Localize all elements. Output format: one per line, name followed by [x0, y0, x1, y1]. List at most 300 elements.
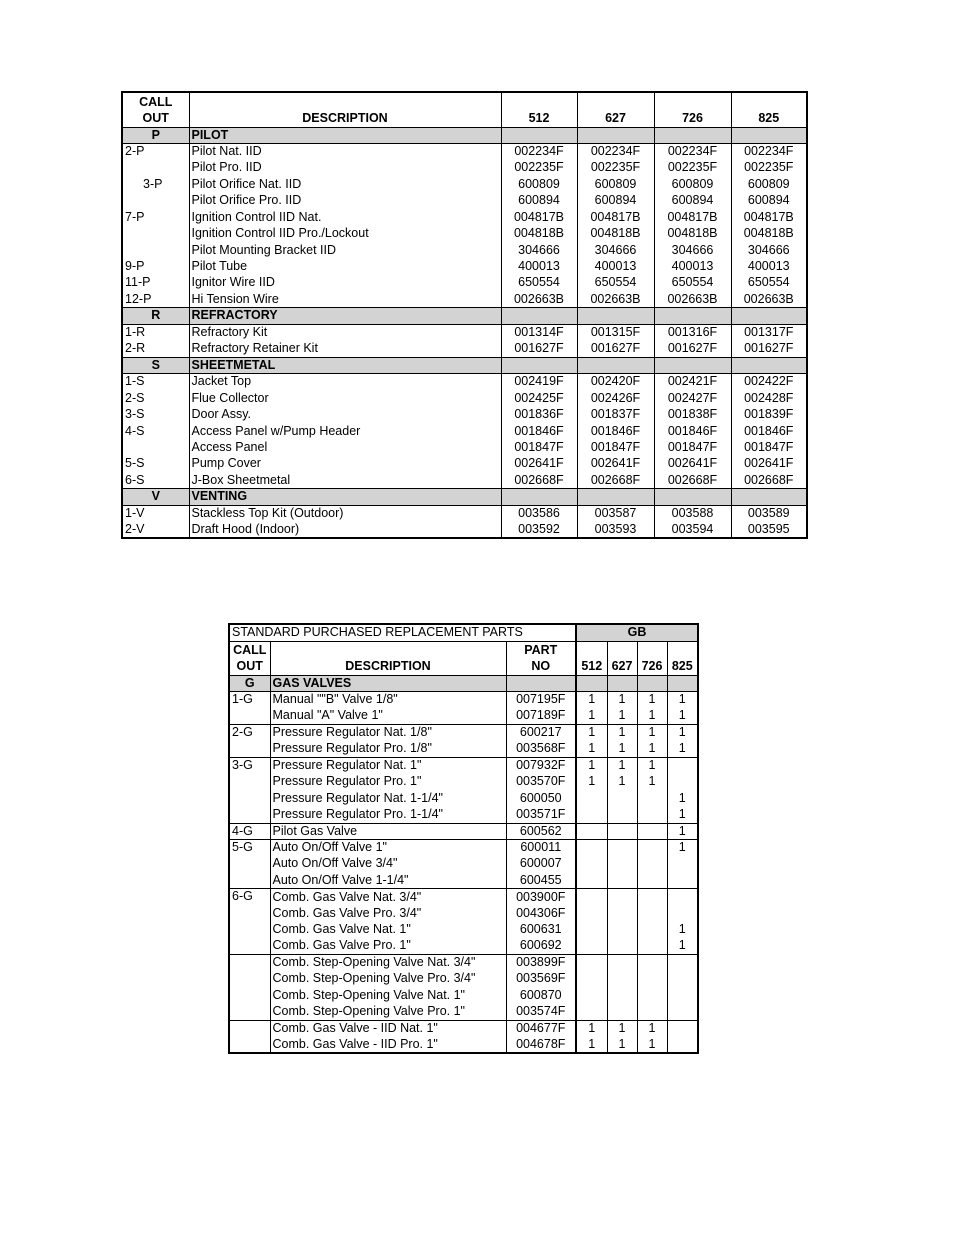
- quantity-cell: [667, 774, 698, 790]
- part-number-cell: 004818B: [654, 226, 731, 242]
- quantity-cell: [576, 922, 607, 938]
- table-row: [229, 1020, 698, 1036]
- table-row: [229, 856, 698, 872]
- description-cell: Pressure Regulator Pro. 1": [270, 774, 506, 790]
- part-number-cell: 304666: [501, 242, 577, 258]
- part-number-cell: 600050: [506, 790, 576, 806]
- quantity-cell: [637, 807, 667, 823]
- table-row: [229, 774, 698, 790]
- part-number-cell: 002663B: [577, 291, 654, 307]
- section-empty-cell: [501, 127, 577, 144]
- quantity-cell: [667, 1037, 698, 1054]
- quantity-cell: 1: [667, 938, 698, 954]
- part-number-cell: 002428F: [731, 390, 807, 406]
- description-cell: Pump Cover: [189, 456, 501, 472]
- description-cell: Pilot Mounting Bracket IID: [189, 242, 501, 258]
- part-number-cell: 400013: [731, 259, 807, 275]
- part-number-cell: 004817B: [577, 209, 654, 225]
- callout-cell: 6-G: [229, 889, 270, 955]
- callout-cell: [229, 955, 270, 1021]
- part-number-cell: 001847F: [501, 440, 577, 456]
- description-cell: Pilot Gas Valve: [270, 823, 506, 840]
- table-row: [122, 440, 807, 456]
- table-row: [229, 807, 698, 823]
- callout-cell: 4-S: [122, 423, 189, 439]
- quantity-cell: [637, 1004, 667, 1020]
- callout-cell: 1-R: [122, 324, 189, 340]
- quantity-cell: 1: [637, 1020, 667, 1036]
- quantity-cell: 1: [637, 757, 667, 773]
- part-header-line: PART: [524, 642, 558, 657]
- section-empty-cell: [501, 489, 577, 506]
- table-row: [122, 522, 807, 539]
- part-number-cell: 600809: [501, 176, 577, 192]
- part-number-cell: 003587: [577, 505, 654, 521]
- section-code: S: [122, 357, 189, 374]
- part-number-cell: 004817B: [654, 209, 731, 225]
- model-header: 512: [501, 92, 577, 127]
- section-empty-cell: [667, 675, 698, 692]
- quantity-cell: [667, 955, 698, 971]
- description-cell: Auto On/Off Valve 3/4": [270, 856, 506, 872]
- quantity-cell: 1: [576, 724, 607, 740]
- quantity-cell: [667, 889, 698, 905]
- section-empty-cell: [501, 357, 577, 374]
- part-number-cell: 007195F: [506, 692, 576, 708]
- quantity-cell: [607, 938, 637, 954]
- quantity-cell: [576, 840, 607, 856]
- part-number-cell: 650554: [654, 275, 731, 291]
- part-number-cell: 001838F: [654, 407, 731, 423]
- section-empty-cell: [576, 675, 607, 692]
- quantity-cell: [576, 889, 607, 905]
- description-cell: Manual "A" Valve 1": [270, 708, 506, 724]
- part-number-cell: 002235F: [731, 160, 807, 176]
- part-number-cell: 600692: [506, 938, 576, 954]
- part-header-line: NO: [531, 658, 551, 673]
- description-cell: Comb. Gas Valve - IID Pro. 1": [270, 1037, 506, 1054]
- quantity-cell: [576, 971, 607, 987]
- table-row: [229, 724, 698, 740]
- quantity-cell: [576, 955, 607, 971]
- quantity-cell: 1: [667, 840, 698, 856]
- description-cell: Pressure Regulator Nat. 1": [270, 757, 506, 773]
- quantity-cell: [667, 757, 698, 773]
- quantity-cell: [607, 889, 637, 905]
- part-number-cell: 001627F: [731, 341, 807, 357]
- quantity-cell: [637, 971, 667, 987]
- part-number-cell: 004677F: [506, 1020, 576, 1036]
- callout-cell: [229, 1020, 270, 1053]
- callout-cell: 4-G: [229, 823, 270, 840]
- description-cell: Ignitor Wire IID: [189, 275, 501, 291]
- quantity-cell: [576, 856, 607, 872]
- table-header-row: [122, 92, 807, 127]
- part-number-cell: 600894: [731, 193, 807, 209]
- table-row: [229, 840, 698, 856]
- description-cell: Pressure Regulator Nat. 1-1/4": [270, 790, 506, 806]
- section-empty-cell: [731, 357, 807, 374]
- model-header: 825: [731, 92, 807, 127]
- part-number-cell: 600809: [577, 176, 654, 192]
- table-row: [229, 987, 698, 1003]
- description-cell: Comb. Gas Valve Nat. 3/4": [270, 889, 506, 905]
- quantity-cell: 1: [667, 823, 698, 840]
- table-row: [229, 823, 698, 840]
- description-cell: Comb. Step-Opening Valve Nat. 1": [270, 987, 506, 1003]
- part-number-cell: 002663B: [501, 291, 577, 307]
- quantity-cell: 1: [576, 1037, 607, 1054]
- quantity-cell: 1: [637, 1037, 667, 1054]
- part-number-cell: 002235F: [501, 160, 577, 176]
- model-header: 512: [576, 641, 607, 675]
- quantity-cell: [576, 1004, 607, 1020]
- part-number-cell: 001316F: [654, 324, 731, 340]
- description-cell: Pilot Tube: [189, 259, 501, 275]
- part-number-cell: 600455: [506, 872, 576, 888]
- part-number-cell: 002663B: [731, 291, 807, 307]
- part-number-cell: 002234F: [731, 144, 807, 160]
- description-header: DESCRIPTION: [270, 641, 506, 675]
- description-cell: Auto On/Off Valve 1-1/4": [270, 872, 506, 888]
- part-number-cell: 600562: [506, 823, 576, 840]
- quantity-cell: [667, 1020, 698, 1036]
- description-cell: Ignition Control IID Pro./Lockout: [189, 226, 501, 242]
- section-name: VENTING: [189, 489, 501, 506]
- callout-cell: 6-S: [122, 472, 189, 488]
- table-row: [122, 259, 807, 275]
- part-number-cell: 600007: [506, 856, 576, 872]
- part-number-cell: 002641F: [501, 456, 577, 472]
- quantity-cell: 1: [667, 724, 698, 740]
- table-header-row: [229, 641, 698, 675]
- table-title: STANDARD PURCHASED REPLACEMENT PARTS: [229, 624, 576, 641]
- description-cell: Comb. Gas Valve Nat. 1": [270, 922, 506, 938]
- quantity-cell: [576, 807, 607, 823]
- quantity-cell: 1: [667, 692, 698, 708]
- part-number-cell: 002427F: [654, 390, 731, 406]
- part-number-cell: 001846F: [577, 423, 654, 439]
- part-number-cell: 003586: [501, 505, 577, 521]
- model-header: 726: [637, 641, 667, 675]
- table-row: [122, 144, 807, 160]
- quantity-cell: [607, 971, 637, 987]
- section-code: V: [122, 489, 189, 506]
- section-row: [122, 127, 807, 144]
- quantity-cell: [607, 807, 637, 823]
- part-number-cell: 002234F: [577, 144, 654, 160]
- callout-cell: 7-P: [122, 209, 189, 225]
- part-number-header: [506, 641, 576, 675]
- part-number-cell: 004817B: [731, 209, 807, 225]
- section-empty-cell: [577, 127, 654, 144]
- table-row: [229, 708, 698, 724]
- description-cell: Refractory Kit: [189, 324, 501, 340]
- description-cell: Manual ""B" Valve 1/8": [270, 692, 506, 708]
- description-cell: Auto On/Off Valve 1": [270, 840, 506, 856]
- part-number-cell: 003570F: [506, 774, 576, 790]
- description-cell: Hi Tension Wire: [189, 291, 501, 307]
- section-empty-cell: [654, 357, 731, 374]
- section-name: SHEETMETAL: [189, 357, 501, 374]
- table-row: [122, 193, 807, 209]
- part-number-cell: 004818B: [501, 226, 577, 242]
- callout-cell: 3-G: [229, 757, 270, 823]
- description-cell: Ignition Control IID Nat.: [189, 209, 501, 225]
- table-row: [229, 1037, 698, 1054]
- section-empty-cell: [577, 308, 654, 325]
- quantity-cell: 1: [667, 790, 698, 806]
- section-empty-cell: [654, 489, 731, 506]
- part-number-cell: 002235F: [654, 160, 731, 176]
- quantity-cell: [637, 823, 667, 840]
- description-cell: Comb. Step-Opening Valve Pro. 1": [270, 1004, 506, 1020]
- section-name: GAS VALVES: [270, 675, 506, 692]
- part-number-cell: 002668F: [501, 472, 577, 488]
- part-number-cell: 400013: [654, 259, 731, 275]
- part-number-cell: 002426F: [577, 390, 654, 406]
- part-number-cell: 001315F: [577, 324, 654, 340]
- quantity-cell: 1: [607, 774, 637, 790]
- callout-cell: [122, 160, 189, 176]
- quantity-cell: [637, 955, 667, 971]
- callout-cell: 9-P: [122, 259, 189, 275]
- part-number-cell: 002663B: [654, 291, 731, 307]
- description-cell: Comb. Step-Opening Valve Pro. 3/4": [270, 971, 506, 987]
- description-cell: Comb. Step-Opening Valve Nat. 3/4": [270, 955, 506, 971]
- table-row: [122, 407, 807, 423]
- part-number-cell: 304666: [731, 242, 807, 258]
- quantity-cell: 1: [607, 1020, 637, 1036]
- callout-cell: 2-V: [122, 522, 189, 539]
- section-empty-cell: [501, 308, 577, 325]
- callout-cell: 5-S: [122, 456, 189, 472]
- callout-cell: [122, 242, 189, 258]
- quantity-cell: 1: [637, 692, 667, 708]
- quantity-cell: 1: [667, 741, 698, 757]
- part-number-cell: 007932F: [506, 757, 576, 773]
- table-row: [122, 472, 807, 488]
- quantity-cell: [667, 905, 698, 921]
- part-number-cell: 400013: [501, 259, 577, 275]
- quantity-cell: [576, 987, 607, 1003]
- part-number-cell: 304666: [577, 242, 654, 258]
- quantity-cell: 1: [637, 774, 667, 790]
- part-number-cell: 003568F: [506, 741, 576, 757]
- quantity-cell: 1: [637, 724, 667, 740]
- table-row: [122, 226, 807, 242]
- callout-cell: [122, 226, 189, 242]
- part-number-cell: 002668F: [577, 472, 654, 488]
- table-row: [229, 889, 698, 905]
- section-empty-cell: [506, 675, 576, 692]
- quantity-cell: [607, 922, 637, 938]
- part-number-cell: 001846F: [501, 423, 577, 439]
- part-number-cell: 001846F: [731, 423, 807, 439]
- description-cell: Pressure Regulator Pro. 1-1/4": [270, 807, 506, 823]
- part-number-cell: 002234F: [501, 144, 577, 160]
- part-number-cell: 002641F: [577, 456, 654, 472]
- callout-header-line: CALL: [233, 642, 267, 657]
- section-code: P: [122, 127, 189, 144]
- part-number-cell: 001627F: [577, 341, 654, 357]
- description-cell: Stackless Top Kit (Outdoor): [189, 505, 501, 521]
- quantity-cell: 1: [637, 741, 667, 757]
- table-row: [122, 209, 807, 225]
- title-row: [229, 624, 698, 641]
- part-number-cell: 004306F: [506, 905, 576, 921]
- part-number-cell: 002420F: [577, 374, 654, 390]
- quantity-cell: [576, 872, 607, 888]
- model-header: 627: [577, 92, 654, 127]
- quantity-cell: [637, 922, 667, 938]
- quantity-cell: [667, 872, 698, 888]
- quantity-cell: [667, 856, 698, 872]
- table-row: [122, 291, 807, 307]
- description-cell: Pilot Orifice Pro. IID: [189, 193, 501, 209]
- description-cell: Pressure Regulator Nat. 1/8": [270, 724, 506, 740]
- quantity-cell: [637, 856, 667, 872]
- callout-cell: 12-P: [122, 291, 189, 307]
- part-number-cell: 003589: [731, 505, 807, 521]
- part-number-cell: 001314F: [501, 324, 577, 340]
- part-number-cell: 003900F: [506, 889, 576, 905]
- part-number-cell: 304666: [654, 242, 731, 258]
- part-number-cell: 600894: [577, 193, 654, 209]
- part-number-cell: 001847F: [577, 440, 654, 456]
- table-row: [122, 374, 807, 390]
- part-number-cell: 001317F: [731, 324, 807, 340]
- quantity-cell: [607, 872, 637, 888]
- table-row: [122, 275, 807, 291]
- quantity-cell: [667, 1004, 698, 1020]
- quantity-cell: [607, 840, 637, 856]
- part-number-cell: 001627F: [654, 341, 731, 357]
- callout-header-line: OUT: [142, 110, 169, 125]
- part-number-cell: 002668F: [731, 472, 807, 488]
- table-row: [122, 242, 807, 258]
- part-number-cell: 001627F: [501, 341, 577, 357]
- quantity-cell: [637, 938, 667, 954]
- part-number-cell: 003594: [654, 522, 731, 539]
- table-row: [122, 341, 807, 357]
- part-number-cell: 002419F: [501, 374, 577, 390]
- section-empty-cell: [637, 675, 667, 692]
- part-number-cell: 002421F: [654, 374, 731, 390]
- quantity-cell: 1: [576, 1020, 607, 1036]
- quantity-cell: 1: [576, 757, 607, 773]
- part-number-cell: 002641F: [654, 456, 731, 472]
- part-number-cell: 600809: [654, 176, 731, 192]
- table-row: [122, 160, 807, 176]
- quantity-cell: [607, 790, 637, 806]
- section-code: R: [122, 308, 189, 325]
- table-row: [122, 390, 807, 406]
- callout-cell: 2-S: [122, 390, 189, 406]
- part-number-cell: 003588: [654, 505, 731, 521]
- callout-cell: 2-G: [229, 724, 270, 757]
- quantity-cell: [607, 1004, 637, 1020]
- part-number-cell: 600217: [506, 724, 576, 740]
- table-row: [122, 505, 807, 521]
- table-row: [229, 757, 698, 773]
- quantity-cell: 1: [607, 757, 637, 773]
- callout-header-line: CALL: [139, 94, 173, 109]
- callout-cell: 11-P: [122, 275, 189, 291]
- part-number-cell: 003574F: [506, 1004, 576, 1020]
- section-empty-cell: [577, 489, 654, 506]
- description-cell: Door Assy.: [189, 407, 501, 423]
- table-row: [229, 971, 698, 987]
- quantity-cell: [637, 840, 667, 856]
- quantity-cell: 1: [576, 692, 607, 708]
- table-row: [229, 955, 698, 971]
- quantity-cell: [576, 905, 607, 921]
- part-number-cell: 001839F: [731, 407, 807, 423]
- callout-cell: 2-P: [122, 144, 189, 160]
- part-number-cell: 003899F: [506, 955, 576, 971]
- parts-table-by-model: [121, 91, 808, 539]
- part-number-cell: 002235F: [577, 160, 654, 176]
- quantity-cell: [637, 790, 667, 806]
- quantity-cell: 1: [607, 708, 637, 724]
- quantity-cell: [607, 955, 637, 971]
- section-name: REFRACTORY: [189, 308, 501, 325]
- part-number-cell: 004817B: [501, 209, 577, 225]
- part-number-cell: 600894: [654, 193, 731, 209]
- part-number-cell: 600631: [506, 922, 576, 938]
- part-number-cell: 650554: [577, 275, 654, 291]
- quantity-cell: [667, 971, 698, 987]
- description-cell: Access Panel: [189, 440, 501, 456]
- table-row: [229, 938, 698, 954]
- quantity-cell: [637, 872, 667, 888]
- section-empty-cell: [577, 357, 654, 374]
- part-number-cell: 002422F: [731, 374, 807, 390]
- callout-cell: 3-S: [122, 407, 189, 423]
- part-number-cell: 002234F: [654, 144, 731, 160]
- callout-cell: 5-G: [229, 840, 270, 889]
- part-number-cell: 003595: [731, 522, 807, 539]
- standard-replacement-parts-table: [228, 623, 699, 1054]
- description-cell: Pilot Nat. IID: [189, 144, 501, 160]
- quantity-cell: [607, 823, 637, 840]
- part-number-cell: 600809: [731, 176, 807, 192]
- section-empty-cell: [654, 308, 731, 325]
- quantity-cell: 1: [576, 741, 607, 757]
- model-header: 726: [654, 92, 731, 127]
- quantity-cell: [607, 905, 637, 921]
- part-number-cell: 001837F: [577, 407, 654, 423]
- quantity-cell: [576, 790, 607, 806]
- description-cell: Pressure Regulator Pro. 1/8": [270, 741, 506, 757]
- quantity-cell: 1: [607, 741, 637, 757]
- callout-header: [122, 92, 189, 127]
- quantity-cell: 1: [667, 708, 698, 724]
- section-empty-cell: [731, 489, 807, 506]
- description-header: DESCRIPTION: [189, 92, 501, 127]
- part-number-cell: 600011: [506, 840, 576, 856]
- section-name: PILOT: [189, 127, 501, 144]
- quantity-cell: 1: [576, 774, 607, 790]
- part-number-cell: 004678F: [506, 1037, 576, 1054]
- description-cell: Jacket Top: [189, 374, 501, 390]
- quantity-cell: 1: [607, 724, 637, 740]
- description-cell: Flue Collector: [189, 390, 501, 406]
- quantity-cell: 1: [607, 692, 637, 708]
- table-row: [122, 423, 807, 439]
- quantity-cell: [667, 987, 698, 1003]
